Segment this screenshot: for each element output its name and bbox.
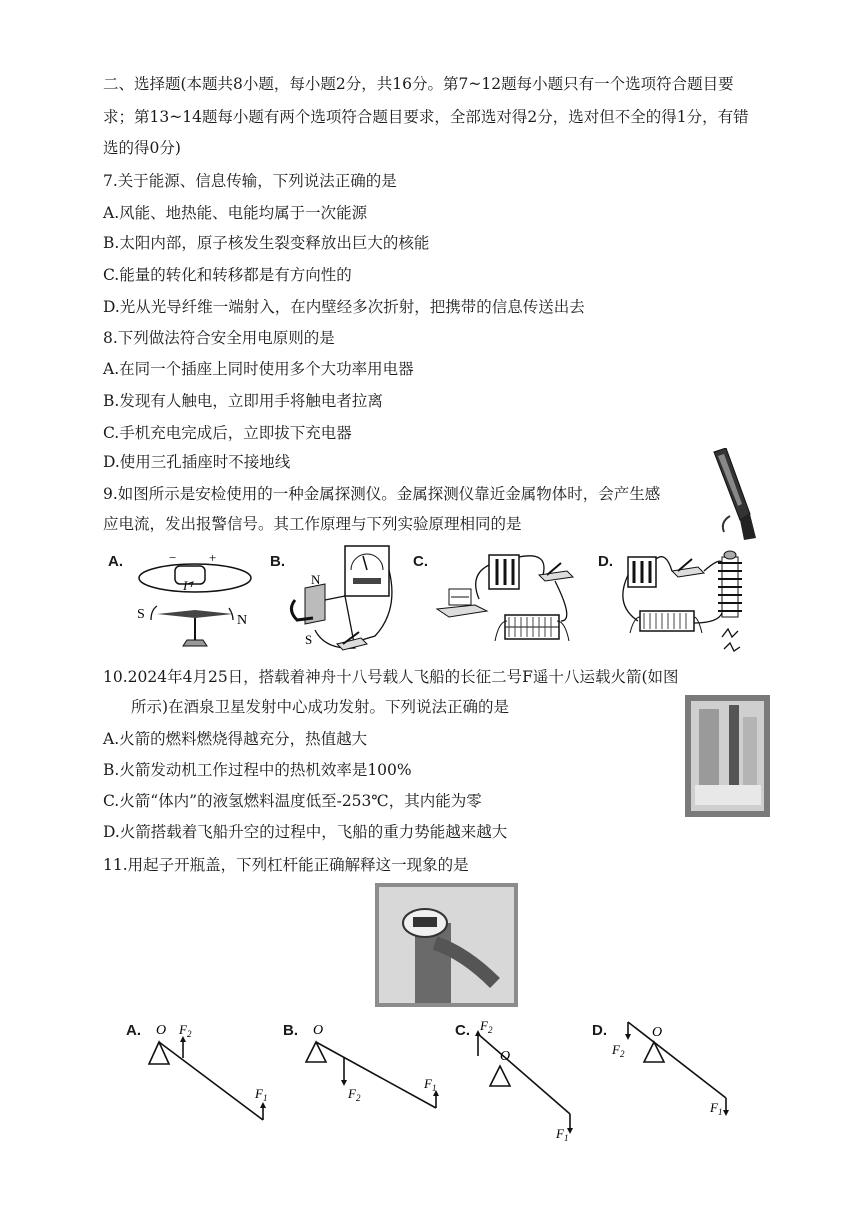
q11-fig-c-f2-sub: 2	[487, 1025, 493, 1035]
q11-fig-a-pivot: O	[156, 1023, 167, 1038]
section-heading-line-3: 选的得0分)	[103, 139, 181, 157]
svg-text:F2	[611, 1042, 625, 1059]
q11-fig-a-f2: F	[179, 1022, 187, 1037]
q7-stem: 7.关于能源、信息传输，下列说法正确的是	[103, 172, 397, 190]
q11-stem: 11.用起子开瓶盖，下列杠杆能正确解释这一现象的是	[103, 856, 469, 874]
svg-text:F1	[555, 1126, 568, 1143]
q8-option-d: D.使用三孔插座时不接地线	[103, 453, 291, 471]
q11-fig-a-f1-sub: 1	[262, 1093, 268, 1103]
q11-fig-d-pivot: O	[652, 1025, 663, 1040]
q11-fig-b-lever	[302, 1018, 447, 1118]
q9-fig-a-plus: +	[209, 550, 217, 565]
q10-option-a: A.火箭的燃料燃烧得越充分，热值越大	[103, 730, 368, 748]
q8-option-a: A.在同一个插座上同时使用多个大功率用电器	[103, 360, 414, 378]
bottle-opener-photo	[375, 883, 518, 1007]
q9-fig-a-label: A.	[108, 553, 123, 570]
q9-fig-a-current: I	[183, 578, 188, 593]
q11-fig-d-f1: F	[710, 1100, 718, 1115]
q11-fig-b-pivot: O	[313, 1023, 324, 1038]
q11-fig-d-f2-sub: 2	[619, 1049, 625, 1059]
q11-fig-c-pivot: O	[500, 1049, 511, 1064]
q11-fig-c-label: C.	[455, 1022, 470, 1039]
q9-fig-a-n: N	[237, 613, 248, 628]
q11-fig-a-f1: F	[255, 1086, 263, 1101]
q11-fig-d-f1-sub: 1	[717, 1107, 723, 1117]
q11-fig-b-f1-sub: 1	[431, 1083, 437, 1093]
metal-detector-illustration	[700, 448, 760, 540]
q11-fig-c-lever	[470, 1016, 580, 1146]
q11-fig-c-f2: F	[480, 1018, 488, 1033]
svg-text:F2	[479, 1018, 493, 1035]
q8-option-b: B.发现有人触电，立即用手将触电者拉离	[103, 392, 383, 410]
q7-option-a: A.风能、地热能、电能均属于一次能源	[103, 204, 368, 222]
q10-option-c: C.火箭“体内”的液氢燃料温度低至-253℃，其内能为零	[103, 792, 482, 810]
q9-fig-a-minus: −	[169, 550, 177, 565]
q11-fig-d-lever	[610, 1016, 740, 1126]
q11-fig-c-f1: F	[556, 1126, 564, 1141]
q10-option-d: D.火箭搭载着飞船升空的过程中，飞船的重力势能越来越大	[103, 823, 508, 841]
q8-stem: 8.下列做法符合安全用电原则的是	[103, 329, 335, 347]
q9-fig-b-n: N	[311, 572, 321, 587]
q7-option-b: B.太阳内部，原子核发生裂变释放出巨大的核能	[103, 234, 430, 252]
svg-text:F1	[423, 1076, 436, 1093]
q9-fig-c-label: C.	[413, 553, 428, 570]
q8-option-c: C.手机充电完成后，立即拔下充电器	[103, 424, 352, 442]
q9-fig-c-motor	[435, 545, 585, 655]
q11-fig-d-f2: F	[612, 1042, 620, 1057]
q9-fig-d-label: D.	[598, 553, 613, 570]
q11-fig-b-f2-sub: 2	[355, 1093, 361, 1103]
rocket-launch-photo	[685, 695, 770, 817]
q10-stem-line-1: 10.2024年4月25日，搭载着神舟十八号载人飞船的长征二号F遥十八运载火箭(如图	[103, 668, 679, 686]
q11-fig-a-label: A.	[126, 1022, 141, 1039]
q7-option-c: C.能量的转化和转移都是有方向性的	[103, 266, 352, 284]
q11-fig-b-f1: F	[424, 1076, 432, 1091]
q9-stem-line-2: 应电流，发出报警信号。其工作原理与下列实验原理相同的是	[103, 515, 522, 533]
q9-stem-line-1: 9.如图所示是安检使用的一种金属探测仪。金属探测仪靠近金属物体时，会产生感	[103, 485, 661, 503]
svg-text:F2	[178, 1022, 192, 1039]
q9-fig-a-s: S	[137, 607, 145, 622]
q11-fig-d-label: D.	[592, 1022, 607, 1039]
q11-fig-b-label: B.	[283, 1022, 298, 1039]
svg-text:F1	[254, 1086, 267, 1103]
q7-option-d: D.光从光导纤维一端射入，在内壁经多次折射，把携带的信息传送出去	[103, 298, 585, 316]
q9-fig-a-oersted	[133, 548, 263, 658]
q10-stem-line-2: 所示)在酒泉卫星发射中心成功发射。下列说法正确的是	[131, 698, 510, 716]
q9-fig-b-s: S	[305, 632, 313, 647]
q11-fig-c-f1-sub: 1	[563, 1133, 569, 1143]
section-heading-line-2: 求；第13~14题每小题有两个选项符合题目要求，全部选对得2分，选对但不全的得1分，有错	[103, 108, 749, 126]
q9-fig-b-induction	[285, 540, 400, 660]
svg-text:F2	[347, 1086, 361, 1103]
q11-fig-a-f2-sub: 2	[186, 1029, 192, 1039]
svg-text:F1	[709, 1100, 722, 1117]
q9-fig-d-electromagnet	[618, 545, 758, 660]
q9-fig-b-label: B.	[270, 553, 285, 570]
section-heading-line-1: 二、选择题(本题共8小题，每小题2分，共16分。第7~12题每小题只有一个选项符合题目要	[103, 75, 734, 93]
q10-option-b: B.火箭发动机工作过程中的热机效率是100%	[103, 761, 412, 779]
q11-fig-a-lever	[145, 1018, 275, 1128]
q11-fig-b-f2: F	[348, 1086, 356, 1101]
